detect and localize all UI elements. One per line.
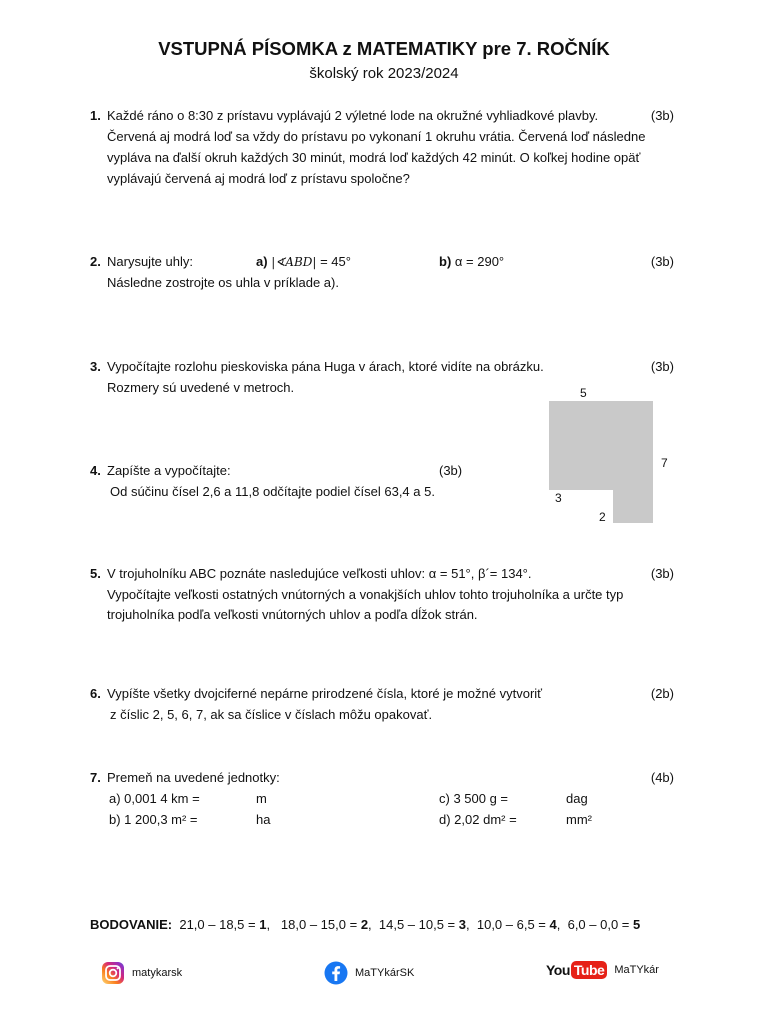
angle-b-value: α = 290° (454, 254, 505, 269)
grading-scale: BODOVANIE: 21,0 – 18,5 = 1, 18,0 – 15,0 = 2, 14,5 – 10,5 = 3, 10,0 – 6,5 = 4, 6,0 – 0,0 = 5 (90, 917, 641, 932)
grading-grade: 5 (633, 917, 641, 932)
points-label: (3b) (650, 108, 674, 123)
facebook-icon (324, 961, 348, 985)
dimension-bottom: 2 (599, 510, 606, 524)
youtube-link[interactable] (546, 961, 659, 979)
angle-a-value: = 45° (320, 254, 351, 269)
conversion-expression: b) 1 200,3 m² = (109, 812, 198, 827)
angle-b (439, 252, 504, 273)
grading-grade: 3 (458, 917, 467, 932)
question-text-line: Zapíšte a vypočítajte: (107, 463, 231, 478)
instagram-link[interactable] (101, 961, 182, 985)
conversion-expression: c) 3 500 g = (439, 791, 509, 806)
grading-range: 10,0 – 6,5 = (476, 917, 546, 932)
points-label: (3b) (439, 463, 463, 478)
grading-range: 14,5 – 10,5 = (378, 917, 456, 932)
grading-grade: 1 (259, 917, 267, 932)
angle-a-label: a) (256, 254, 268, 269)
grading-range: 6,0 – 0,0 = (567, 917, 630, 932)
points-label: (4b) (650, 770, 674, 785)
question-text-line: Vypočítajte rozlohu pieskoviska pána Huga v árach, ktoré vidíte na obrázku. (107, 359, 544, 374)
grading-range: 18,0 – 15,0 = (280, 917, 358, 932)
conversion-unit: mm² (566, 812, 592, 827)
question-text-line: Následne zostrojte os uhla v príklade a). (107, 275, 339, 290)
conversion-unit: m (256, 791, 267, 806)
question-number: 6. (90, 686, 101, 701)
question-text-line: V trojuholníku ABC poznáte nasledujúce veľkosti uhlov: α = 51°, β´= 134°. (107, 566, 532, 581)
question-number: 2. (90, 254, 101, 269)
question-text-line: Premeň na uvedené jednotky: (107, 770, 280, 785)
question-text-line: Vypočítajte veľkosti ostatných vnútorných a vonakjších uhlov tohto trojuholníka a určte typ (107, 587, 624, 602)
youtube-icon (546, 961, 607, 979)
points-label: (3b) (650, 566, 674, 581)
conversion-expression: a) 0,001 4 km = (109, 791, 200, 806)
question-text-line: Červená aj modrá loď sa vždy do prístavu po vykonaní 1 okruhu vrátia. Červená loď následne (107, 129, 646, 144)
youtube-channel: MaTYkár (614, 964, 659, 976)
question-text-line: trojuholníka podľa veľkosti vnútorných uhlov a podľa dĺžok strán. (107, 607, 478, 622)
grading-grade: 2 (360, 917, 369, 932)
angle-b-label: b) (439, 254, 452, 269)
angle-a-expression: |∢ABD| (271, 255, 317, 269)
question-number: 3. (90, 359, 101, 374)
youtube-logo-text: You (546, 962, 570, 978)
facebook-link[interactable] (324, 961, 414, 985)
question-text-line: vypláva na ďalší okruh každých 30 minút, modrá loď každých 42 minút. O koľkej hodine opäť (107, 150, 641, 165)
question-number: 4. (90, 463, 101, 478)
question-text-line: Rozmery sú uvedené v metroch. (107, 380, 295, 395)
page-title: VSTUPNÁ PÍSOMKA z MATEMATIKY pre 7. ROČNÍK (158, 38, 610, 59)
question-number: 5. (90, 566, 101, 581)
youtube-logo-box: Tube (571, 961, 607, 979)
instagram-handle: matykarsk (132, 967, 183, 979)
points-label: (3b) (650, 254, 674, 269)
points-label: (3b) (650, 359, 674, 374)
grading-range: 21,0 – 18,5 = (179, 917, 256, 932)
question-text-line: Každé ráno o 8:30 z prístavu vyplávajú 2 výletné lode na okružné vyhliadkové plavby. (107, 108, 599, 123)
conversion-unit: dag (566, 791, 588, 806)
facebook-handle: MaTYkárSK (355, 967, 415, 979)
instagram-icon (101, 961, 125, 985)
grading-label: BODOVANIE: (90, 917, 173, 932)
dimension-left: 3 (555, 491, 562, 505)
question-text-line: vyplávajú červená aj modrá loď z prístavu spoločne? (107, 171, 410, 186)
question-text-line: Narysujte uhly: (107, 254, 193, 269)
grading-grade: 4 (549, 917, 557, 932)
sandbox-shape (549, 401, 653, 523)
question-number: 7. (90, 770, 101, 785)
conversion-unit: ha (256, 812, 271, 827)
dimension-top: 5 (580, 386, 587, 400)
conversion-expression: d) 2,02 dm² = (439, 812, 517, 827)
points-label: (2b) (650, 686, 674, 701)
question-text-line: Od súčinu čísel 2,6 a 11,8 odčítajte podiel čísel 63,4 a 5. (110, 484, 435, 499)
question-text-line: Vypíšte všetky dvojciferné nepárne prirodzené čísla, ktoré je možné vytvoriť (107, 686, 543, 701)
question-number: 1. (90, 108, 101, 123)
sandbox-figure (540, 380, 680, 530)
dimension-right: 7 (661, 456, 668, 470)
angle-a (256, 252, 351, 273)
page-subtitle: školský rok 2023/2024 (309, 65, 459, 82)
question-text-line: z číslic 2, 5, 6, 7, ak sa číslice v číslach môžu opakovať. (110, 707, 433, 722)
